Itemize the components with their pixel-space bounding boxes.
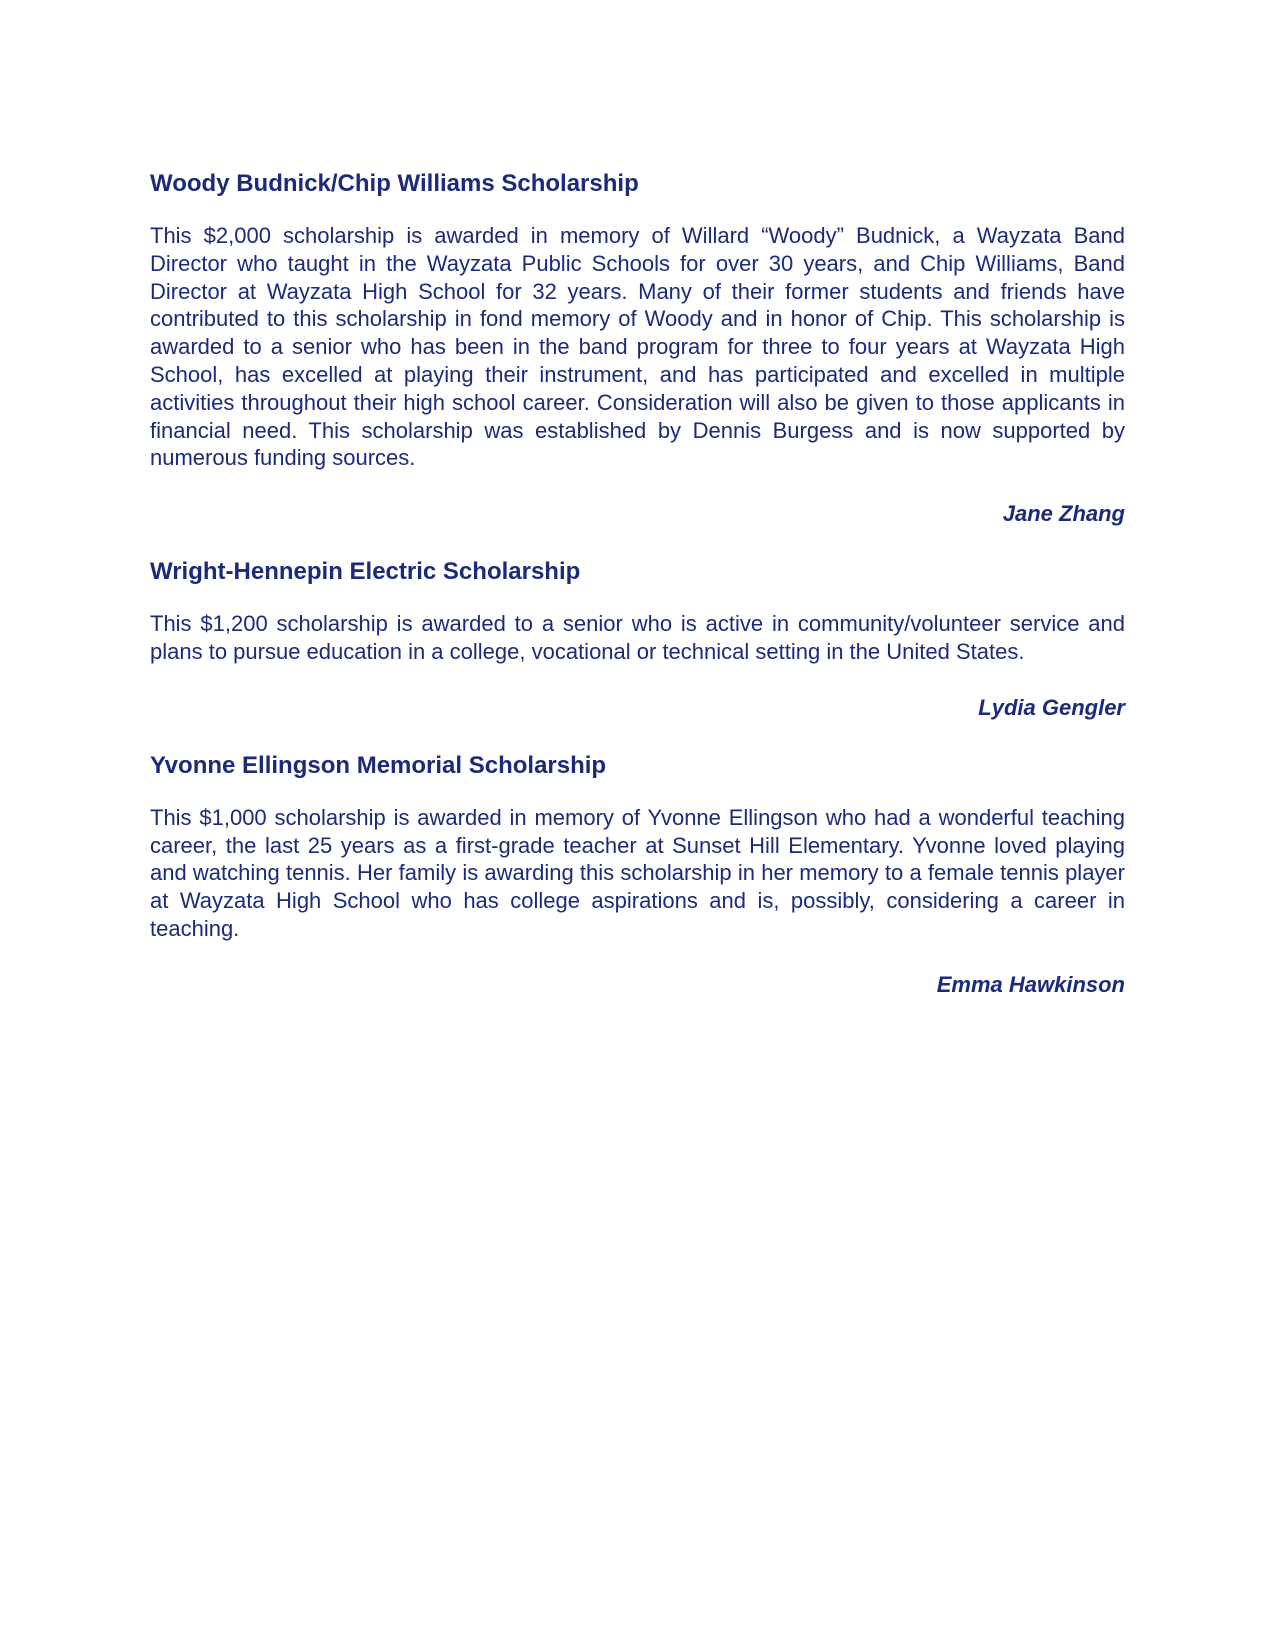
scholarship-title: Woody Budnick/Chip Williams Scholarship [150,170,639,197]
scholarship-title: Wright-Hennepin Electric Scholarship [150,558,581,586]
scholarship-recipient: Lydia Gengler [978,694,1125,720]
scholarship-description: This $1,000 scholarship is awarded in memory of Yvonne Ellingson who had a wonderful teaching career, the last 25 years as a first-grade teacher at Sunset Hill Elementary. Yvonne loved playing and watching tennis. Her family is awarding this scholarship in her memory to a female tennis player at Wayzata High School who has college aspirations and is, possibly, considering a career in teaching. [150,804,1125,941]
document-page [150,170,1125,1029]
scholarship-section [150,170,1125,528]
scholarship-section [150,752,1125,999]
scholarship-description: This $1,200 scholarship is awarded to a senior who is active in community/volunteer service and plans to pursue education in a college, vocational or technical setting in the United States. [150,611,1125,664]
scholarship-recipient: Jane Zhang [1002,501,1125,527]
scholarship-description: This $2,000 scholarship is awarded in memory of Willard “Woody” Budnick, a Wayzata Band Director who taught in the Wayzata Public Schools for over 30 years, and Chip Williams, Band Director at Wayzata High School for 32 years. Many of their former students and friends have contributed to this scholarship in fond memory of Woody and in honor of Chip. This scholarship is awarded to a senior who has been in the band program for three to four years at Wayzata High School, has excelled at playing their instrument, and has participated and excelled in multiple activities throughout their high school career. Consideration will also be given to those applicants in financial need. This scholarship was established by Dennis Burgess and is now supported by numerous funding sources. [150,223,1125,471]
scholarship-recipient: Emma Hawkinson [936,971,1125,997]
scholarship-section [150,558,1125,722]
scholarship-title: Yvonne Ellingson Memorial Scholarship [150,751,607,779]
